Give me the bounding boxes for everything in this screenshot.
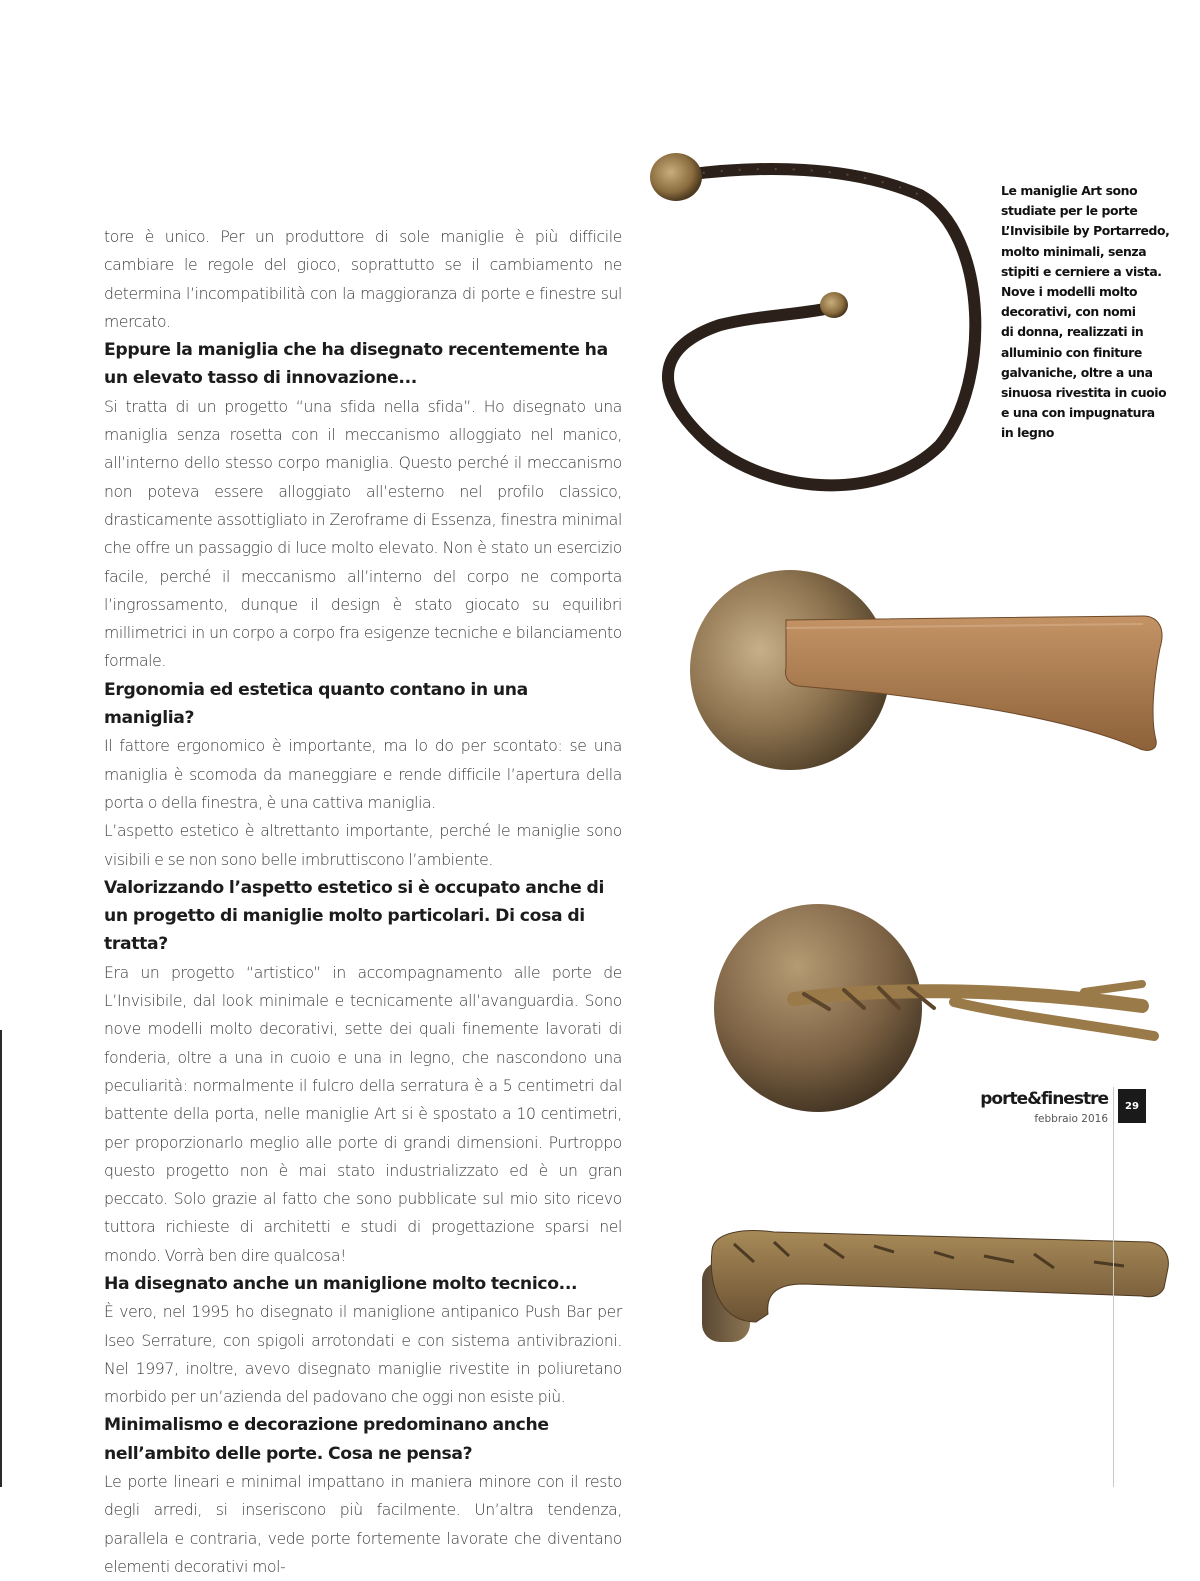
textured-lever	[711, 1231, 1168, 1322]
photo-caption	[1001, 181, 1176, 444]
footer-divider	[1113, 1087, 1114, 1487]
body-paragraph: L’aspetto estetico è altrettanto importante, perché le maniglie sono visibili e se non sono belle imbruttiscono l’ambiente.	[104, 822, 622, 869]
caption-line: alluminio con finiture	[1001, 344, 1142, 360]
bronze-rosette	[714, 904, 922, 1112]
caption-line: decorativi, con nomi	[1001, 304, 1136, 320]
page-number: 29	[1118, 1089, 1146, 1123]
caption-line: e una con impugnatura	[1001, 405, 1155, 421]
caption-line: Nove i modelli molto	[1001, 284, 1138, 300]
caption-line: L’Invisibile by Portarredo,	[1001, 223, 1170, 239]
body-paragraph: Le porte lineari e minimal impattano in maniera minore con il resto degli arredi, si inseriscono più facilmente. Un’altra tendenza, parallela e contraria, vede porte fortemente lavorate che diventano elementi decorativi mol-	[104, 1473, 622, 1576]
issue-date: febbraio 2016	[1034, 1113, 1108, 1125]
caption-line: di donna, realizzati in	[1001, 324, 1144, 340]
textured-handle-image	[694, 1222, 1174, 1352]
magazine-name: porte&finestre	[980, 1089, 1108, 1109]
interview-question: Minimalismo e decorazione predominano anche nell’ambito delle porte. Cosa ne pensa?	[104, 1415, 549, 1464]
caption-line: stipiti e cerniere a vista.	[1001, 263, 1162, 279]
body-paragraph: Si tratta di un progetto “una sfida nella sfida”. Ho disegnato una maniglia senza rosetta con il meccanismo alloggiato nel manico, all’interno dello stesso corpo maniglia. Questo perché il meccanismo non poteva essere alloggiato all’esterno nel profilo classico, drasticamente assottigliato in Zeroframe di Essenza, finestra minimal che offre un passaggio di luce molto elevato. Non è stato un esercizio facile, perché il meccanismo all’interno del corpo ne comporta l’ingrossamento, dunque il design è stato giocato su equilibri millimetrici in un corpo a corpo fra esigenze tecniche e bilanciamento formale.	[104, 397, 622, 671]
leather-handle-image	[640, 145, 1000, 505]
interview-question: Valorizzando l’aspetto estetico si è occupato anche di un progetto di maniglie molto particolari. Di cosa di tratta?	[104, 877, 605, 955]
leather-handle-body	[668, 169, 975, 485]
caption-line: sinuosa rivestita in cuoio	[1001, 385, 1167, 401]
caption-line: galvaniche, oltre a una	[1001, 364, 1153, 380]
rosette-large	[650, 153, 702, 201]
page-edge-rule	[0, 1030, 2, 1487]
interview-question: Eppure la maniglia che ha disegnato recentemente ha un elevato tasso di innovazione...	[104, 340, 608, 389]
body-paragraph: tore è unico. Per un produttore di sole maniglie è più difficile cambiare le regole del gioco, soprattutto se il cambiamento ne determina l’incompatibilità con la maggioranza di porte e finestre sul mercato.	[104, 228, 622, 331]
caption-line: molto minimali, senza	[1001, 243, 1147, 259]
interview-question: Ha disegnato anche un maniglione molto tecnico...	[104, 1273, 578, 1294]
wood-handle-image	[688, 568, 1176, 778]
body-paragraph: Il fattore ergonomico è importante, ma lo do per scontato: se una maniglia è scomoda da maneggiare e rende difficile l’apertura della porta o della finestra, è una cattiva maniglia.	[104, 737, 622, 812]
caption-line: in legno	[1001, 425, 1055, 441]
branch-handle-image	[694, 904, 1164, 1116]
body-paragraph: Era un progetto “artistico” in accompagnamento alle porte de L’Invisibile, dal look minimale e tecnicamente all’avanguardia. Sono nove modelli molto decorativi, sette dei quali finemente lavorati di fonderia, oltre a una in cuoio e una in legno, che nascondono una peculiarità: normalmente il fulcro della serratura è a 5 centimetri dal battente della porta, nelle maniglie Art si è spostato a 10 centimetri, per proporzionarlo meglio alle porte di grandi dimensioni. Purtroppo questo progetto non è mai stato industrializzato ed è un gran peccato. Solo grazie al fatto che sono pubblicate sul mio sito ricevo tuttora richieste di architetti e studi di progettazione sparsi nel mondo. Vorrà ben dire qualcosa!	[104, 963, 622, 1265]
caption-line: Le maniglie Art sono	[1001, 183, 1138, 198]
caption-line: studiate per le porte	[1001, 203, 1138, 219]
article-body	[104, 223, 622, 1581]
rosette-small	[820, 292, 848, 318]
body-paragraph: È vero, nel 1995 ho disegnato il maniglione antipanico Push Bar per Iseo Serrature, con spigoli arrotondati e con sistema antivibrazioni. Nel 1997, inoltre, avevo disegnato maniglie rivestite in poliuretano morbido per un’azienda del padovano che oggi non esiste più.	[104, 1303, 622, 1407]
interview-question: Ergonomia ed estetica quanto contano in una maniglia?	[104, 679, 528, 729]
